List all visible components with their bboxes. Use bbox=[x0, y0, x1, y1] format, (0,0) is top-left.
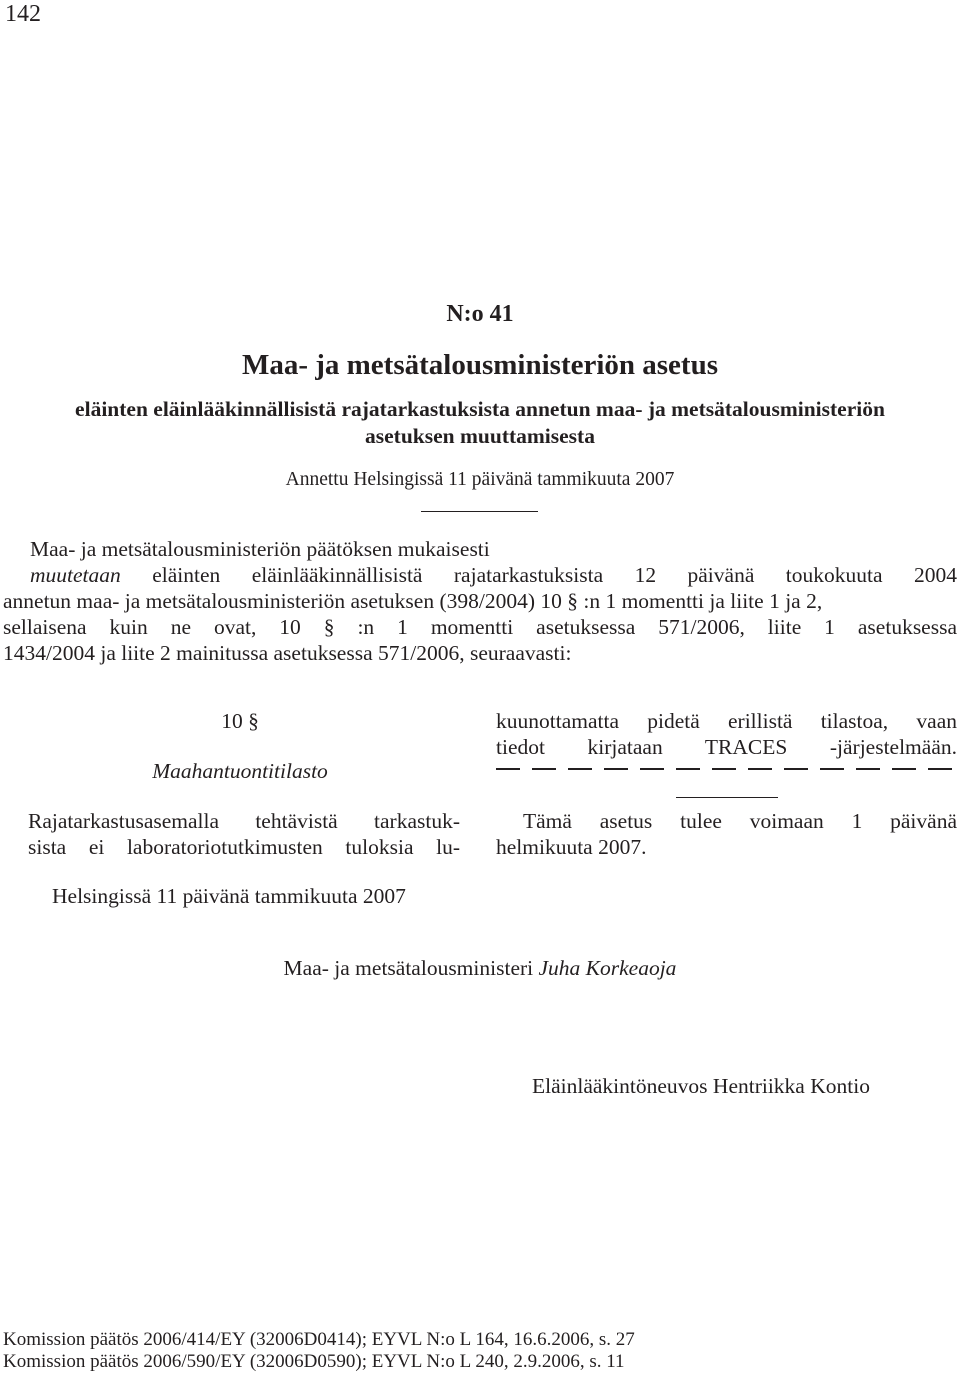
preamble-line-4: sellaisena kuin ne ovat, 10 § :n 1 momentti asetuksessa 571/2006, liite 1 asetuksessa bbox=[3, 615, 957, 639]
entry-into-force bbox=[496, 808, 957, 860]
preamble-line-2 bbox=[3, 562, 957, 588]
continuation-line-2: tiedot kirjataan TRACES -järjestelmään. bbox=[496, 735, 957, 759]
minister-signature bbox=[0, 955, 960, 981]
statute-subtitle bbox=[0, 396, 960, 450]
signing-place-date: Helsingissä 11 päivänä tammikuuta 2007 bbox=[52, 884, 406, 908]
footnote-2: Komission päätös 2006/590/EY (32006D0590); EYVL N:o L 240, 2.9.2006, s. 11 bbox=[3, 1351, 625, 1372]
title-divider bbox=[421, 511, 538, 512]
statute-title: Maa- ja metsätalousministeriön asetus bbox=[241, 349, 719, 381]
section-number: 10 § bbox=[221, 709, 259, 733]
preamble-line-3: annetun maa- ja metsätalousministeriön asetuksen (398/2004) 10 § :n 1 momentti ja liite 1 ja 2, bbox=[3, 589, 823, 613]
section-body-line-2: sista ei laboratoriotutkimusten tuloksia lu- bbox=[28, 835, 460, 859]
amend-word: muutetaan bbox=[30, 563, 121, 587]
preamble-line-2-rest: eläinten eläinlääkinnällisistä rajatarkastuksista 12 päivänä toukokuuta 2004 bbox=[120, 563, 957, 587]
entry-into-force-line-2: helmikuuta 2007. bbox=[496, 835, 647, 859]
entry-into-force-line-1: Tämä asetus tulee voimaan 1 päivänä bbox=[523, 809, 957, 833]
footnote-1: Komission päätös 2006/414/EY (32006D0414); EYVL N:o L 164, 16.6.2006, s. 27 bbox=[3, 1329, 635, 1350]
minister-name: Juha Korkeaoja bbox=[538, 956, 677, 980]
section-body-continuation bbox=[496, 708, 957, 760]
section-body bbox=[28, 808, 460, 860]
continuation-line-1: kuunottamatta pidetä erillistä tilastoa, vaan bbox=[496, 709, 957, 733]
statute-subtitle-line-2: asetuksen muuttamisesta bbox=[365, 424, 595, 448]
preamble-line-1: Maa- ja metsätalousministeriön päätöksen mukaisesti bbox=[30, 537, 490, 561]
entry-divider bbox=[676, 797, 778, 798]
minister-title: Maa- ja metsätalousministeri bbox=[283, 956, 539, 980]
statute-number: N:o 41 bbox=[446, 301, 514, 327]
section-body-line-1: Rajatarkastusasemalla tehtävistä tarkastuk- bbox=[28, 809, 460, 833]
page-number: 142 bbox=[5, 1, 41, 27]
preamble-line-5: 1434/2004 ja liite 2 mainitussa asetuksessa 571/2006, seuraavasti: bbox=[3, 641, 572, 665]
preamble bbox=[3, 536, 957, 666]
statute-subtitle-line-1: eläinten eläinlääkinnällisistä rajatarkastuksista annetun maa- ja metsätalousministeriön bbox=[75, 397, 885, 421]
issued-date-line: Annettu Helsingissä 11 päivänä tammikuuta 2007 bbox=[285, 469, 675, 490]
section-heading: Maahantuontitilasto bbox=[152, 759, 328, 783]
official-signature: Eläinlääkintöneuvos Hentriikka Kontio bbox=[532, 1074, 870, 1098]
dashed-divider bbox=[496, 768, 957, 770]
